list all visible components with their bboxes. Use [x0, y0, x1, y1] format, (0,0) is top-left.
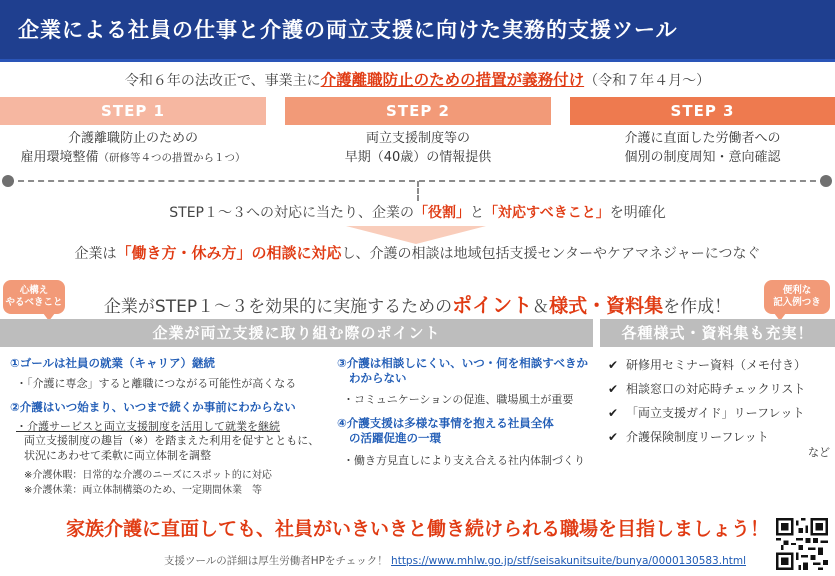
check-icon: ✔ — [608, 406, 619, 420]
consult-prefix: 企業は — [74, 246, 117, 262]
clarify-todo: 「対応すべきこと」 — [484, 205, 610, 221]
etc-label: など — [808, 446, 830, 459]
footer-text: 支援ツールの詳細は厚生労働者HPをチェック！ — [164, 555, 388, 567]
step-1-label: STEP 1 — [0, 97, 266, 125]
point-2-note-1: ※介護休暇：日常的な介護のニーズにスポット的に対応 — [24, 470, 272, 481]
point-1-heading: ①ゴールは社員の就業（キャリア）継続 — [10, 356, 216, 370]
intro-highlight: 介護離職防止のための措置が義務付け — [320, 71, 585, 89]
point-4-body: ・働き方見直しにより支え合える社内体制づくり — [343, 454, 585, 467]
step-2-line1: 両立支援制度等の — [365, 131, 470, 146]
point-3-heading-line2: わからない — [349, 371, 407, 385]
clarify-text — [0, 202, 835, 222]
callout-right-line2: 記入例つき — [773, 297, 821, 308]
step-3-label: STEP 3 — [570, 97, 835, 125]
checklist-item — [608, 404, 804, 421]
checklist-item — [608, 380, 805, 397]
step-3-description — [570, 129, 835, 167]
checklist-item-label: 相談窓口の対応時チェックリスト — [626, 382, 806, 396]
footer — [164, 553, 746, 568]
point-1-body: ・「介護に専念」すると離職につながる可能性が高くなる — [16, 377, 297, 390]
timeline-end-dot — [820, 175, 832, 187]
point-4-heading-line1: ④介護支援は多様な事情を抱える社員全体 — [337, 416, 554, 430]
point-2-body-line1: ・介護サービスと両立支援制度を活用して就業を継続 — [16, 420, 280, 433]
step-1-line2-note: （研修等４つの措置から１つ） — [98, 152, 246, 164]
callout-left-line1: 心構え — [19, 285, 49, 296]
callout-right-line1: 便利な — [782, 285, 812, 296]
point-3-body: ・コミュニケーションの促進、職場風土が重要 — [343, 393, 574, 406]
forms-section-header: 各種様式・資料集も充実！ — [600, 319, 835, 347]
check-icon: ✔ — [608, 358, 619, 372]
intro-suffix: （令和７年４月～） — [584, 73, 711, 89]
clarify-role: 「役割」 — [414, 205, 470, 221]
create-heading — [0, 289, 835, 318]
point-4-heading-line2: の活躍促進の一環 — [349, 431, 441, 445]
points-section-header: 企業が両立支援に取り組む際のポイント — [0, 319, 593, 347]
create-points: ポイント — [452, 293, 533, 317]
intro-text — [0, 68, 835, 90]
page-title: 企業による社員の仕事と介護の両立支援に向けた実務的支援ツール — [18, 18, 678, 42]
checklist-item-label: 研修用セミナー資料（メモ付き） — [626, 358, 807, 372]
create-prefix: 企業がSTEP１～３を効果的に実施するための — [103, 297, 453, 317]
title-bar — [0, 0, 835, 62]
check-icon: ✔ — [608, 382, 619, 396]
point-2-body-line3: 状況にあわせて柔軟に両立体制を調整 — [24, 449, 211, 462]
closing-message: 家族介護に直面しても、社員がいきいきと働き続けられる職場を目指しましょう！ — [65, 518, 769, 540]
step-2-line2: 早期（40歳）の情報提供 — [344, 150, 492, 165]
timeline-connector — [417, 181, 419, 201]
create-forms: 様式・資料集 — [549, 295, 664, 317]
checklist-item-label: 「両立支援ガイド」リーフレット — [626, 406, 805, 420]
step-3-line2: 個別の制度周知・意向確認 — [624, 150, 781, 165]
callout-left-line2: やるべきこと — [5, 297, 63, 308]
step-1-description — [0, 129, 266, 168]
point-2-body-line2: 両立支援制度の趣旨（※）を踏まえた利用を促すとともに、 — [24, 434, 320, 447]
qr-code-icon[interactable] — [776, 518, 828, 570]
clarify-mid: と — [470, 205, 484, 221]
create-suffix: を作成！ — [663, 297, 732, 317]
step-2-description — [285, 129, 551, 167]
step-3-line1: 介護に直面した労働者への — [624, 131, 781, 146]
point-2-heading: ②介護はいつ始まり、いつまで続くか事前にわからない — [10, 400, 296, 414]
clarify-prefix: STEP１～３への対応に当たり、企業の — [169, 205, 414, 221]
step-1-line1: 介護離職防止のための — [67, 131, 198, 146]
point-2-note-2: ※介護休業：両立体制構築のため、一定期間休業 等 — [24, 485, 262, 496]
clarify-suffix: を明確化 — [609, 205, 666, 221]
intro-prefix: 令和６年の法改正で、事業主に — [124, 73, 321, 89]
step-2-label: STEP 2 — [285, 97, 551, 125]
timeline-start-dot — [2, 175, 14, 187]
checklist-item-label: 介護保険制度リーフレット — [626, 430, 769, 444]
consult-text — [0, 242, 835, 263]
create-amp: ＆ — [532, 297, 550, 317]
check-icon: ✔ — [608, 430, 619, 444]
footer-link[interactable]: https://www.mhlw.go.jp/stf/seisakunitsuite/bunya/0000130583.html — [391, 555, 746, 567]
checklist-item — [608, 356, 806, 373]
step-1-line2: 雇用環境整備 — [20, 150, 99, 165]
consult-highlight: 「働き方・休み方」の相談に対応 — [116, 244, 342, 262]
checklist-item — [608, 428, 769, 445]
point-3-heading-line1: ③介護は相談しにくい、いつ・何を相談すべきか — [337, 356, 589, 370]
consult-suffix: し、介護の相談は地域包括支援センターやケアマネジャーにつなぐ — [341, 246, 761, 262]
